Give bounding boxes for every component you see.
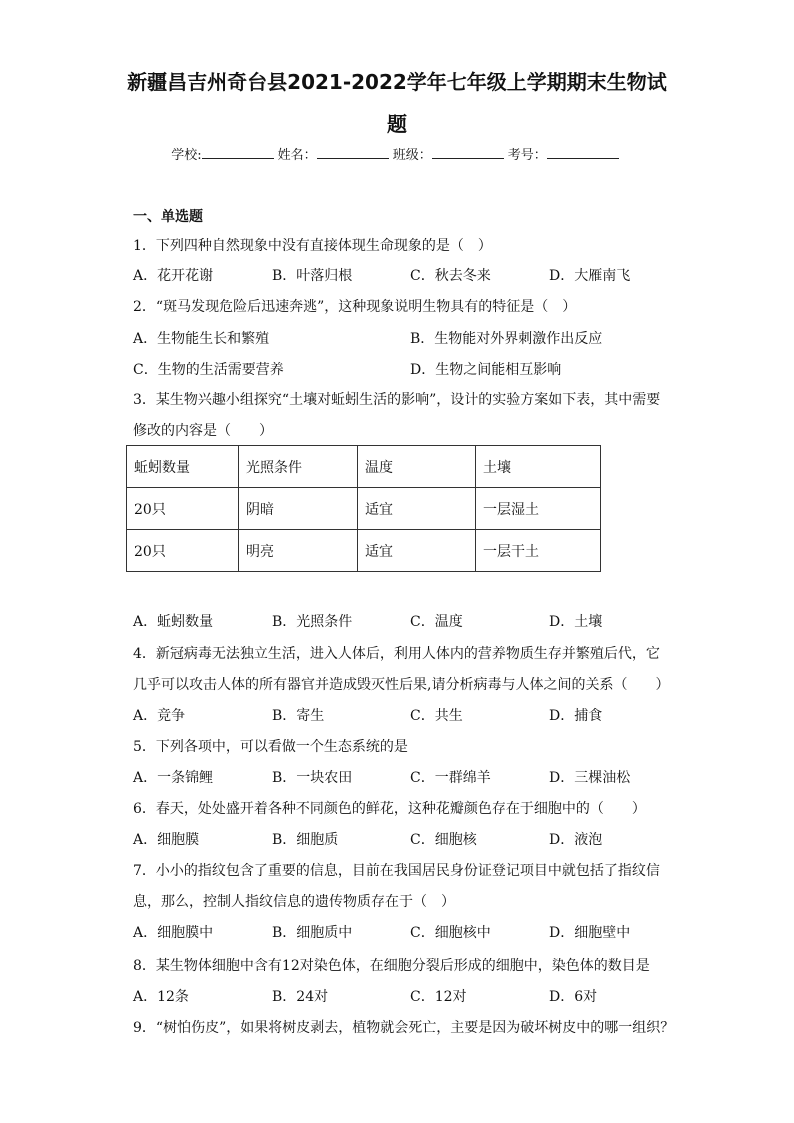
table-header-row [127,446,601,488]
option-c: C．温度 [410,614,463,630]
table-header-cell: 光照条件 [239,446,358,488]
option-d: D．捕食 [549,708,603,724]
option-a: A．一条锦鲤 [133,770,214,786]
table-cell: 20只 [127,488,239,530]
question-8: 8．某生物体细胞中含有12对染色体，在细胞分裂后形成的细胞中，染色体的数目是 [133,958,650,974]
option-b: B．细胞质中 [272,925,353,941]
table-cell: 明亮 [239,530,358,572]
table-header-cell: 土壤 [476,446,601,488]
option-c: C．一群绵羊 [410,770,491,786]
option-c: C．生物的生活需要营养 [133,362,284,378]
question-5-options [133,767,693,787]
table-header-cell: 蚯蚓数量 [127,446,239,488]
question-6-options [133,829,693,849]
option-a: A．12条 [133,989,189,1005]
table-cell: 一层干土 [476,530,601,572]
option-d: D．三棵油松 [549,770,631,786]
question-2: 2．“斑马发现危险后迅速奔逃”，这种现象说明生物具有的特征是（ ） [133,299,577,315]
option-d: D．6对 [549,989,598,1005]
option-c: C．共生 [410,708,463,724]
table-row [127,530,601,572]
option-d: D．生物之间能相互影响 [410,362,562,378]
option-b: B．生物能对外界刺激作出反应 [410,331,603,347]
table-cell: 一层湿土 [476,488,601,530]
exam-title-line1: 新疆昌吉州奇台县2021-2022学年七年级上学期期末生物试 [127,70,667,94]
number-blank [547,146,619,159]
question-8-options [133,986,693,1006]
table-header-cell: 温度 [358,446,476,488]
table-cell: 适宜 [358,530,476,572]
student-info-line [0,144,794,163]
table-cell: 20只 [127,530,239,572]
question-4-line2: 几乎可以攻击人体的所有器官并造成毁灭性后果,请分析病毒与人体之间的关系（ ） [133,677,670,693]
table-cell: 阴暗 [239,488,358,530]
option-b: B．寄生 [272,708,325,724]
option-c: C．细胞核中 [410,925,491,941]
question-2-options-row2 [133,359,693,379]
option-a: A．竞争 [133,708,186,724]
question-7-line2: 息，那么，控制人指纹信息的遗传物质存在于（ ） [133,894,455,910]
option-d: D．土壤 [549,614,603,630]
option-c: C．12对 [410,989,467,1005]
name-label: 姓名： [277,148,317,163]
exam-title-line2: 题 [387,112,407,136]
option-b: B．叶落归根 [272,268,353,284]
option-a: A．细胞膜中 [133,925,214,941]
number-label: 考号： [507,148,547,163]
option-a: A．花开花谢 [133,268,214,284]
school-label: 学校: [171,148,202,163]
option-d: D．液泡 [549,832,603,848]
table-row [127,488,601,530]
question-1: 1．下列四种自然现象中没有直接体现生命现象的是（ ） [133,238,492,254]
class-label: 班级： [392,148,432,163]
option-b: B．细胞质 [272,832,339,848]
name-blank [317,146,389,159]
question-4-options [133,705,693,725]
question-5: 5．下列各项中，可以看做一个生态系统的是 [133,739,408,755]
question-4-line1: 4．新冠病毒无法独立生活，进入人体后，利用人体内的营养物质生存并繁殖后代，它 [133,646,660,662]
question-1-options [133,265,693,285]
option-c: C．细胞核 [410,832,477,848]
question-3-line2: 修改的内容是（ ） [133,423,273,439]
question-2-options-row1 [133,328,693,348]
table-cell: 适宜 [358,488,476,530]
question-9: 9．“树怕伤皮”，如果将树皮剥去，植物就会死亡，主要是因为破坏树皮中的哪一组织？ [133,1020,675,1036]
option-a: A．生物能生长和繁殖 [133,331,270,347]
option-b: B．一块农田 [272,770,353,786]
question-7-options [133,922,693,942]
option-b: B．光照条件 [272,614,353,630]
question-3-line1: 3．某生物兴趣小组探究“土壤对蚯蚓生活的影响”，设计的实验方案如下表，其中需要 [133,392,661,408]
option-a: A．细胞膜 [133,832,200,848]
question-7-line1: 7．小小的指纹包含了重要的信息，目前在我国居民身份证登记项目中就包括了指纹信 [133,863,660,879]
option-c: C．秋去冬来 [410,268,491,284]
question-6: 6．春天，处处盛开着各种不同颜色的鲜花，这种花瓣颜色存在于细胞中的（ ） [133,801,646,817]
question-3-options [133,611,693,631]
option-a: A．蚯蚓数量 [133,614,214,630]
option-d: D．细胞壁中 [549,925,631,941]
option-b: B．24对 [272,989,329,1005]
section-title: 一、单选题 [133,209,203,225]
class-blank [432,146,504,159]
experiment-table [126,445,601,572]
school-blank [202,146,274,159]
option-d: D．大雁南飞 [549,268,631,284]
